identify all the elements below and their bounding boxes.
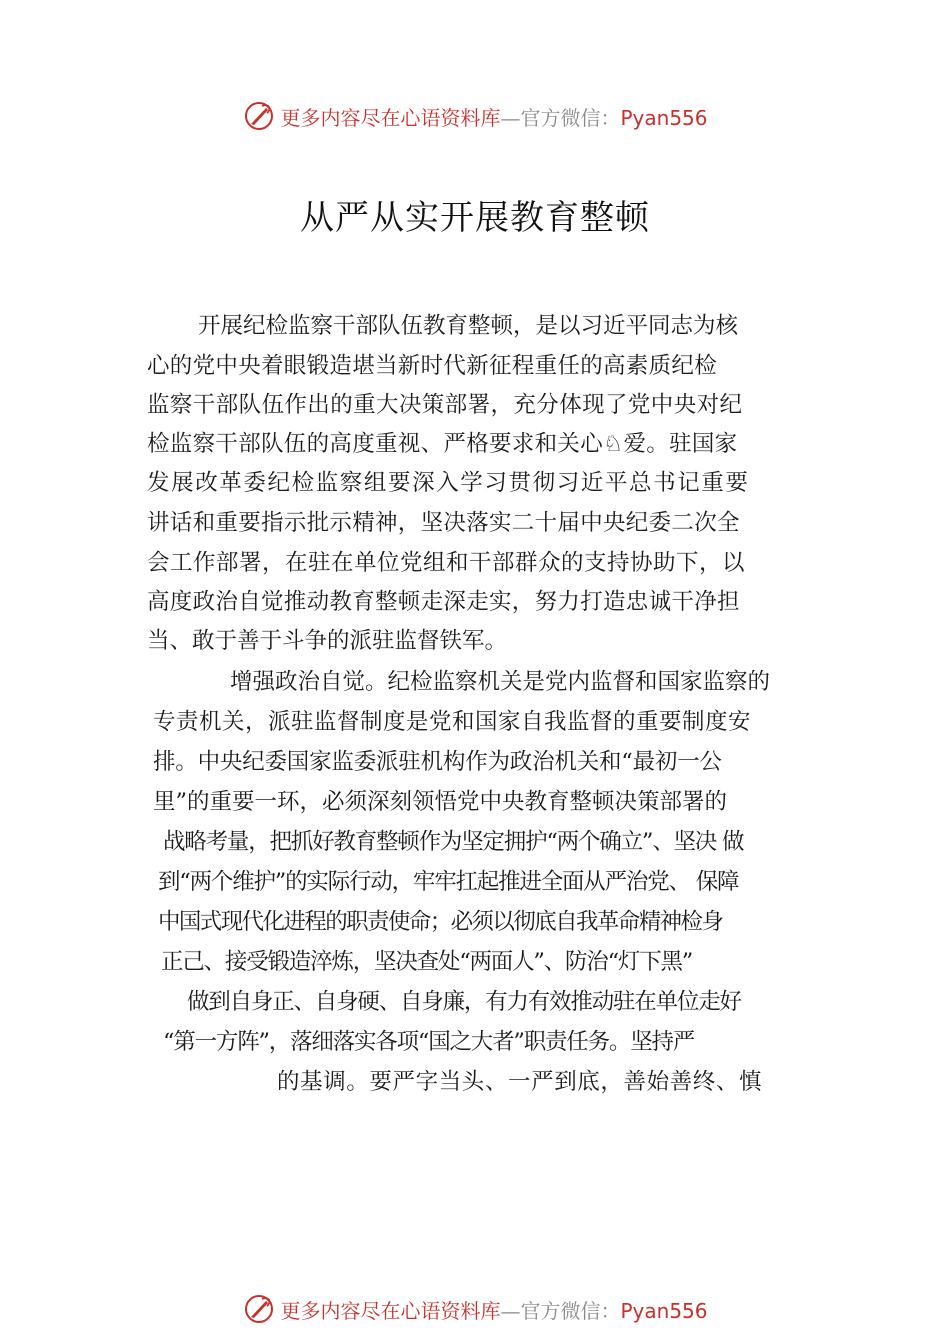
p1-line: 会工作部署，在驻在单位党组和干部群众的支持协助下，以 [147,550,746,576]
quill-logo-icon [242,1292,276,1326]
p2-line: 专责机关，派驻监督制度是党和国家自我监督的重要制度安 [153,709,752,735]
banner-separator: — [500,105,521,130]
p1-line: 高度政治自觉推动教育整顿走深走实，努力打造忠诚干净担 [147,589,740,615]
document-title: 从严从实开展教育整顿 [300,198,650,238]
quill-logo-icon [242,99,276,133]
p2-line: “第一方阵”，落细落实各项“国之大者”职责任务。坚持严 [163,1029,695,1055]
p2-line: 战略考量，把抓好教育整顿作为坚定拥护“两个确立”、坚决 做 [163,829,744,855]
p2-line: 里”的重要一环，必须深刻领悟党中央教育整顿决策部署的 [153,789,728,815]
banner-wechat-label: 官方微信： [520,1298,621,1323]
p2-line: 排。中央纪委国家监委派驻机构作为政治机关和“最初一公 [153,749,722,775]
p2-line: 的基调。要严字当头、一严到底，善始善终、慎 [277,1069,763,1095]
footer-banner [0,1289,950,1329]
p1-line: 发展改革委纪检监察组要深入学习贯彻习近平总书记重要 [147,470,750,496]
p2-line: 做到自身正、自身硬、自身廉，有力有效推动驻在单位走好 [187,989,741,1015]
banner-separator: — [500,1298,521,1323]
p1-line: 检监察干部队伍的高度重视、严格要求和关心♘爱。驻国家 [147,431,738,457]
p1-line: 开展纪检监察干部队伍教育整顿，是以习近平同志为核 [198,313,739,339]
banner-text [280,102,707,131]
banner-text [280,1295,707,1324]
banner-wechat-id: Pyan556 [620,1298,708,1323]
banner-slogan: 更多内容尽在心语资料库 [280,1298,501,1323]
p1-line: 心的党中央着眼锻造堪当新时代新征程重任的高素质纪检 [147,353,718,379]
p1-line: 监察干部队伍作出的重大决策部署，充分体现了党中央对纪 [147,392,743,418]
p1-line: 当、敢于善于斗争的派驻监督铁军。 [147,628,508,654]
p2-line: 增强政治自觉。纪检监察机关是党内监督和国家监察的 [230,669,771,695]
header-banner [0,96,950,136]
p2-line: 正己、接受锻造淬炼，坚决查处“两面人”、防治“灯下黑” [161,949,693,975]
banner-slogan: 更多内容尽在心语资料库 [280,105,501,130]
banner-wechat-id: Pyan556 [620,105,708,130]
banner-wechat-label: 官方微信： [520,105,621,130]
p1-line: 讲话和重要指示批示精神，坚决落实二十届中央纪委二次全 [147,510,740,536]
p2-line: 中国式现代化进程的职责使命；必须以彻底自我革命精神检身 [158,909,723,935]
p2-line: 到“两个维护”的实际行动，牢牢扛起推进全面从严治党、 保障 [158,869,739,895]
